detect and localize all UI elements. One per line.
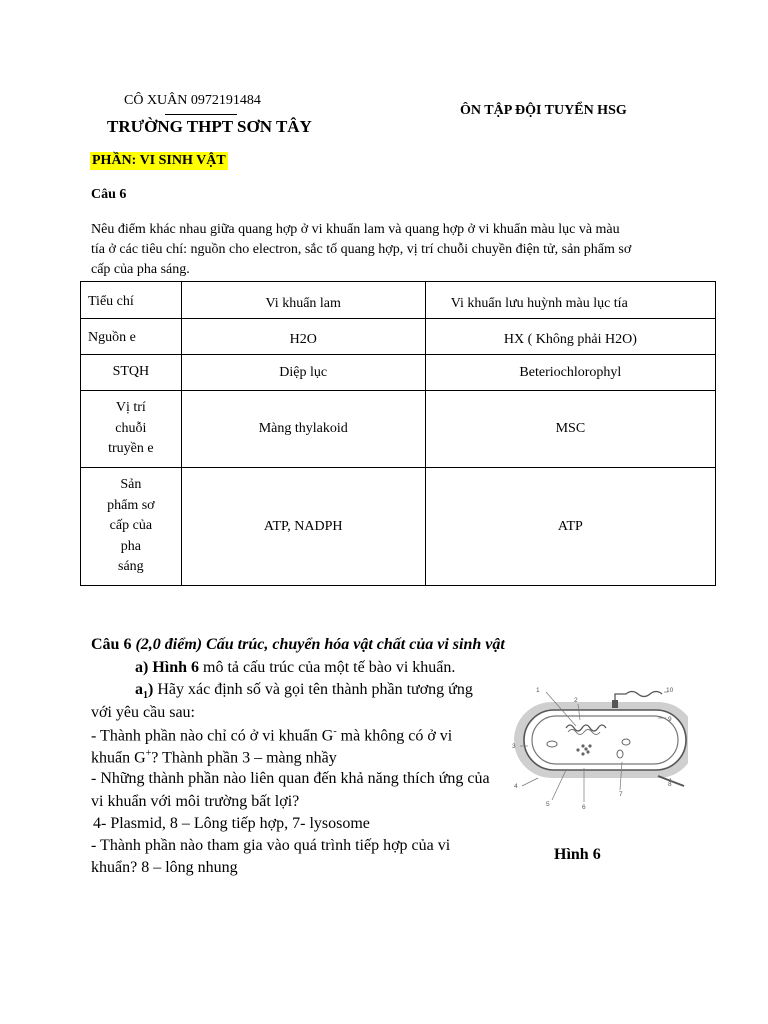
cell-line: truyền e bbox=[108, 441, 154, 457]
table-cell: MSC bbox=[425, 391, 715, 468]
table-cell: Màng thylakoid bbox=[181, 391, 425, 468]
prompt-line: cấp của pha sáng. bbox=[91, 262, 190, 277]
figure-label: 3 bbox=[512, 743, 516, 750]
question1-prompt bbox=[91, 220, 691, 280]
figure-label: 4 bbox=[514, 783, 518, 790]
table-cell bbox=[81, 391, 182, 468]
question2-topic: Cấu trúc, chuyển hóa vật chất của vi sinh vật bbox=[206, 636, 505, 653]
cell-line: chuỗi bbox=[115, 420, 147, 436]
pilus-base bbox=[612, 700, 618, 708]
table-header-cell: Tiểu chí bbox=[81, 282, 182, 319]
comparison-table bbox=[80, 281, 716, 586]
table-row bbox=[81, 468, 716, 586]
cell-membrane bbox=[532, 716, 678, 764]
cell-line: Vị trí bbox=[115, 400, 146, 416]
figure-label: 6 bbox=[582, 804, 586, 811]
prompt-line: Nêu điểm khác nhau giữa quang hợp ở vi khuẩn lam và quang hợp ở vi khuẩn màu lục và màu bbox=[91, 222, 620, 237]
table-row bbox=[81, 319, 716, 355]
table-header-cell: Vi khuẩn lam bbox=[181, 282, 425, 319]
figure-label: 7 bbox=[619, 791, 623, 798]
cell-line: phẩm sơ bbox=[107, 497, 155, 513]
cell-line: Sản bbox=[120, 477, 142, 493]
table-row bbox=[81, 391, 716, 468]
table-cell: HX ( Không phải H2O) bbox=[425, 319, 715, 355]
table-cell: ATP bbox=[425, 468, 715, 586]
table-cell: Beteriochlorophyl bbox=[425, 355, 715, 391]
review-title: ÔN TẬP ĐỘI TUYỂN HSG bbox=[460, 103, 627, 118]
a-label: a) Hình 6 bbox=[135, 659, 200, 676]
cell-line: pha bbox=[120, 538, 141, 554]
table-cell: H2O bbox=[181, 319, 425, 355]
figure-label: 1 bbox=[536, 687, 540, 694]
answer-line: - Thành phần nào chỉ có ở vi khuẩn G- mà không có ở vi bbox=[91, 726, 453, 745]
pilus bbox=[615, 692, 662, 701]
question2-heading bbox=[91, 636, 505, 654]
answer-line: khuẩn G+? Thành phần 3 – màng nhầy bbox=[91, 748, 337, 767]
table-cell: Diệp lục bbox=[181, 355, 425, 391]
table-cell: ATP, NADPH bbox=[181, 468, 425, 586]
teacher-info: CÔ XUÂN 0972191484 bbox=[124, 93, 261, 108]
answer-line: - Những thành phần nào liên quan đến khả năng thích ứng của bbox=[91, 770, 490, 787]
answer-line: 4- Plasmid, 8 – Lông tiếp hợp, 7- lysosome bbox=[93, 815, 370, 832]
question2-points: (2,0 điểm) bbox=[135, 636, 203, 653]
table-cell: STQH bbox=[81, 355, 182, 391]
answer-line: khuẩn? 8 – lông nhung bbox=[91, 859, 238, 876]
table-cell: Nguồn e bbox=[81, 319, 182, 355]
figure-label: 8 bbox=[668, 781, 672, 788]
question2-label: Câu 6 bbox=[91, 636, 132, 653]
figure-caption: Hình 6 bbox=[554, 846, 601, 863]
question1-label: Câu 6 bbox=[91, 187, 127, 202]
figure-label: 5 bbox=[546, 801, 550, 808]
figure-label: 10 bbox=[666, 687, 674, 694]
header-rule bbox=[165, 114, 237, 115]
section-title: PHẦN: VI SINH VẬT bbox=[92, 153, 226, 168]
figure-label: 9 bbox=[668, 716, 672, 723]
table-header-cell: Vi khuẩn lưu huỳnh màu lục tía bbox=[425, 282, 715, 319]
question2-a bbox=[135, 659, 455, 677]
table-row bbox=[81, 355, 716, 391]
a-text: mô tả cấu trúc của một tế bào vi khuẩn. bbox=[199, 659, 456, 676]
table-header-row bbox=[81, 282, 716, 319]
question2-a1 bbox=[135, 681, 473, 701]
table-cell bbox=[81, 468, 182, 586]
cell-line: cấp của bbox=[109, 518, 153, 534]
answer-line: với yêu cầu sau: bbox=[91, 704, 195, 721]
a1-label: $a_1$) bbox=[135, 681, 154, 702]
answer-line: vi khuẩn với môi trường bất lợi? bbox=[91, 793, 300, 810]
figure-label: 2 bbox=[574, 697, 578, 704]
prompt-line: tía ở các tiêu chí: nguồn cho electron, sắc tố quang hợp, vị trí chuỗi chuyền điện tử, sản phẩm sơ bbox=[91, 242, 632, 257]
answer-line: - Thành phần nào tham gia vào quá trình tiếp hợp của vi bbox=[91, 837, 451, 854]
a1-text: Hãy xác định số và gọi tên thành phần tương ứng bbox=[153, 681, 473, 698]
bacteria-cell-figure bbox=[508, 682, 688, 812]
cell-line: sáng bbox=[118, 559, 144, 575]
school-name: TRƯỜNG THPT SƠN TÂY bbox=[107, 117, 312, 136]
